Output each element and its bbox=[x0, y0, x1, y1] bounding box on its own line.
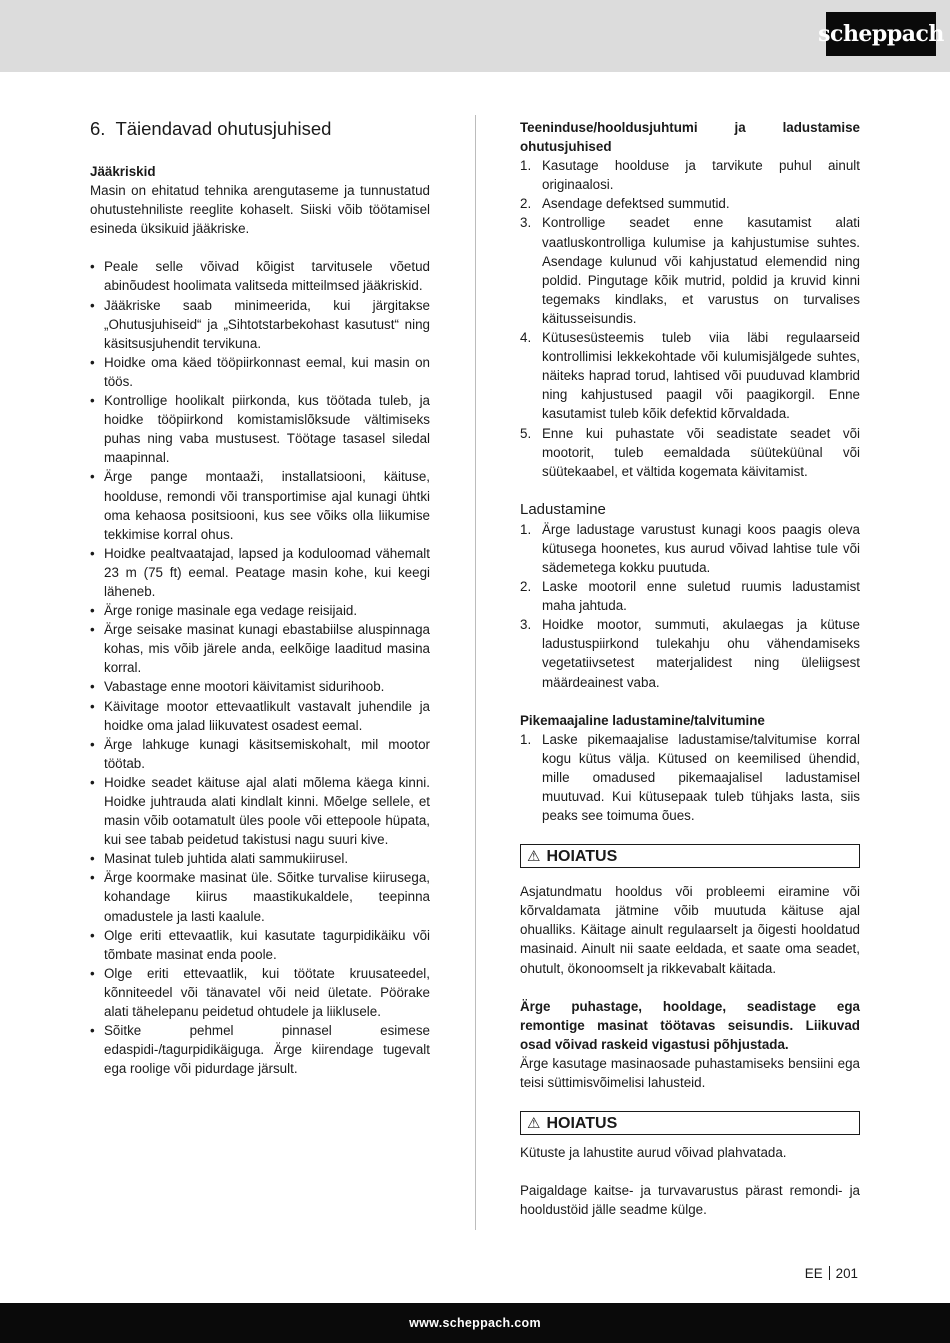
warning-box bbox=[520, 1111, 860, 1135]
long-term-storage-list bbox=[520, 730, 860, 825]
residual-risks-text: Masin on ehitatud tehnika arengutaseme ja tunnustatud ohutustehniliste reeglite kohaselt. Siiski võib töötamisel esineda üksikuid jääkriske. bbox=[90, 183, 430, 237]
storage-heading: Ladustamine bbox=[520, 500, 606, 518]
list-item: • Ärge ronige masinale ega vedage reisijaid. bbox=[90, 601, 430, 620]
header-bar bbox=[0, 0, 950, 72]
list-item: 2. Asendage defektsed summutid. bbox=[520, 196, 730, 212]
list-item: • Olge eriti ettevaatlik, kui töötate kruusateedel, kõnniteedel või tänavatel või neid ületate. Pöörake alati tähelepanu peidetud ohtudele ja liiklusele. bbox=[90, 964, 430, 1021]
list-item: 5. Enne kui puhastate või seadistate seadet või mootorit, tuleb eemaldada süüteküünal või süütekaabel, et vältida kogemata käivitamist. bbox=[520, 425, 860, 479]
left-column bbox=[90, 118, 430, 1078]
service-list bbox=[520, 156, 860, 481]
list-item: 4. Kütusesüsteemis tuleb viia läbi regulaarseid kontrollimisi lekkekohtade või kulumisjälgede suhtes, näiteks haprad torud, lahtised või puuduvad klambrid ning kahjustused paagil või paagikorgil. Enne kasutamist tuleb kõik defektid kõrvaldada. bbox=[520, 330, 860, 422]
list-item: • Olge eriti ettevaatlik, kui kasutate tagurpidikäiku või tõmbate masinat enda poole. bbox=[90, 926, 430, 964]
storage-list bbox=[520, 520, 860, 692]
footer-url[interactable]: www.scheppach.com bbox=[409, 1316, 541, 1330]
right-column bbox=[520, 118, 860, 1219]
warning-text-2: Ärge kasutage masinaosade puhastamiseks bensiini ega teisi süttimisvõimelisi lahusteid. bbox=[520, 1055, 860, 1091]
page-number bbox=[805, 1266, 858, 1281]
list-item: • Ärge seisake masinat kunagi ebastabiilse aluspinnaga kohas, mis võib järele anda, eelkõige laaditud masina korral. bbox=[90, 620, 430, 677]
list-item: • Peale selle võivad kõigist tarvitusele võetud abinõudest hoolimata valitseda mitteilmsed jääkriskid. bbox=[90, 257, 430, 295]
list-item: • Jääkriske saab minimeerida, kui järgitakse „Ohutusjuhiseid“ ja „Sihtotstarbekohast kasutust“ ning käsitsusjuhendit tervikuna. bbox=[90, 296, 430, 353]
warning-label: HOIATUS bbox=[546, 847, 618, 865]
list-item: 1. Laske pikemaajalise ladustamise/talvitumise korral kogu kütus välja. Kütused on keemilised ühendid, mille omadused pikemaajalisel ladustamisel muutuvad. Kui kütusepaak tuleb tühjaks lasta, siis peaks see toimuma õues. bbox=[520, 731, 860, 824]
list-item: 3. Kontrollige seadet enne kasutamist alati vaatluskontrolliga kulumise ja kahjustumise suhtes. Asendage kulunud või kahjustatud elemendid ning poldid. Pingutage kõik mutrid, poldid ja kruvid kinni tegemaks kindlaks, et varustus on turvalises käitusseisundis. bbox=[520, 215, 860, 326]
long-term-storage-heading: Pikemaajaline ladustamine/talvitumine bbox=[520, 712, 765, 728]
list-item: • Ärge koormake masinat üle. Sõitke turvalise kiirusega, kohandage kiirus maastikukaldele, teepinna omadustele ja lasti kaalule. bbox=[90, 868, 430, 925]
section-title bbox=[90, 118, 430, 140]
list-item: 1. Kasutage hoolduse ja tarvikute puhul ainult originaalosi. bbox=[520, 158, 860, 193]
safety-bullet-list bbox=[90, 257, 430, 1078]
warning-bold-text: Ärge puhastage, hooldage, seadistage ega remontige masinat töötavas seisundis. Liikuvad osad võivad raskeid vigastusi põhjustada. bbox=[520, 998, 860, 1052]
list-item: • Kontrollige hoolikalt piirkonda, kus töötada tuleb, ja hoidke tööpiirkond komistamislõksude vältimiseks puhas ning vaba mustusest. Töötage tasasel siledal maapinnal. bbox=[90, 391, 430, 467]
list-item: • Ärge lahkuge kunagi käsitsemiskohalt, mil mootor töötab. bbox=[90, 735, 430, 773]
warning-label: HOIATUS bbox=[546, 1114, 618, 1132]
list-item: • Ärge pange montaaži, installatsiooni, käituse, hoolduse, remondi või transportimise ajal kunagi ühtki oma kehaosa positsiooni, kus see võiks olla liikumise tekkimise korral ohus. bbox=[90, 467, 430, 543]
language-code: EE bbox=[804, 1266, 823, 1281]
brand-logo: scheppach bbox=[826, 12, 936, 56]
warning-text: Kütuste ja lahustite aurud võivad plahvatada. bbox=[520, 1145, 787, 1161]
page-number-value: 201 bbox=[835, 1266, 858, 1281]
footer-bar bbox=[0, 1303, 950, 1343]
list-item: 2. Laske mootoril enne suletud ruumis ladustamist maha jahtuda. bbox=[520, 579, 860, 614]
list-item: • Masinat tuleb juhtida alati sammukiirusel. bbox=[90, 849, 430, 868]
list-item: • Hoidke oma käed tööpiirkonnast eemal, kui masin on töös. bbox=[90, 353, 430, 391]
list-item: 3. Hoidke mootor, summuti, akulaegas ja kütuse ladustuspiirkond tulekahju ohu vähendamiseks vegetatiivsetest materjalidest ning üleliigsest määrdeainest vaba. bbox=[520, 617, 860, 690]
column-divider bbox=[475, 115, 476, 1230]
warning-triangle-icon: ⚠ bbox=[527, 1114, 541, 1132]
warning-text: Asjatundmatu hooldus või probleemi eiramine või kõrvaldamata jätmine võib muutuda käituse ajal ohualliks. Käitage ainult regulaarselt ja õigesti hooldatud masinaid. Ainult nii saate eeldada, et saate oma seadet, ohutult, ökonoomselt ja rikkevabalt käitada. bbox=[520, 884, 860, 976]
warning-box bbox=[520, 844, 860, 868]
list-item: • Vabastage enne mootori käivitamist sidurihoob. bbox=[90, 677, 430, 696]
list-item: • Hoidke seadet käituse ajal alati mõlema käega kinni. Hoidke juhtrauda alati kindlalt kinni. Mõelge sellele, et masin võib ootamatult üles poole või ettepoole hüpata, kui see tabab peidetud takistusi nagu suuri kive. bbox=[90, 773, 430, 849]
warning-triangle-icon: ⚠ bbox=[527, 847, 541, 865]
service-heading: Teeninduse/hooldusjuhtumi ja ladustamise ohutusjuhised bbox=[520, 120, 860, 155]
list-item: 1. Ärge ladustage varustust kunagi koos paagis oleva kütusega hoonetes, kus aurud võivad lahtise tule või sädemetega kokku puutuda. bbox=[520, 521, 860, 575]
list-item: • Hoidke pealtvaatajad, lapsed ja koduloomad vähemalt 23 m (75 ft) eemal. Peatage masin kohe, kui keegi läheneb. bbox=[90, 544, 430, 601]
residual-risks-heading: Jääkriskid bbox=[90, 164, 156, 179]
final-note: Paigaldage kaitse- ja turvavarustus pärast remondi- ja hooldustöid jälle seadme külge. bbox=[520, 1183, 860, 1218]
section-title-text: Täiendavad ohutusjuhised bbox=[115, 118, 332, 139]
section-number: 6. bbox=[90, 118, 106, 139]
list-item: • Käivitage mootor ettevaatlikult vastavalt juhendile ja hoidke oma jalad liikuvatest osadest eemal. bbox=[90, 697, 430, 735]
list-item: • Sõitke pehmel pinnasel esimese edaspidi-/tagurpidikäiguga. Ärge kiirendage tugevalt ega roolige või pidurdage järsult. bbox=[90, 1021, 430, 1078]
